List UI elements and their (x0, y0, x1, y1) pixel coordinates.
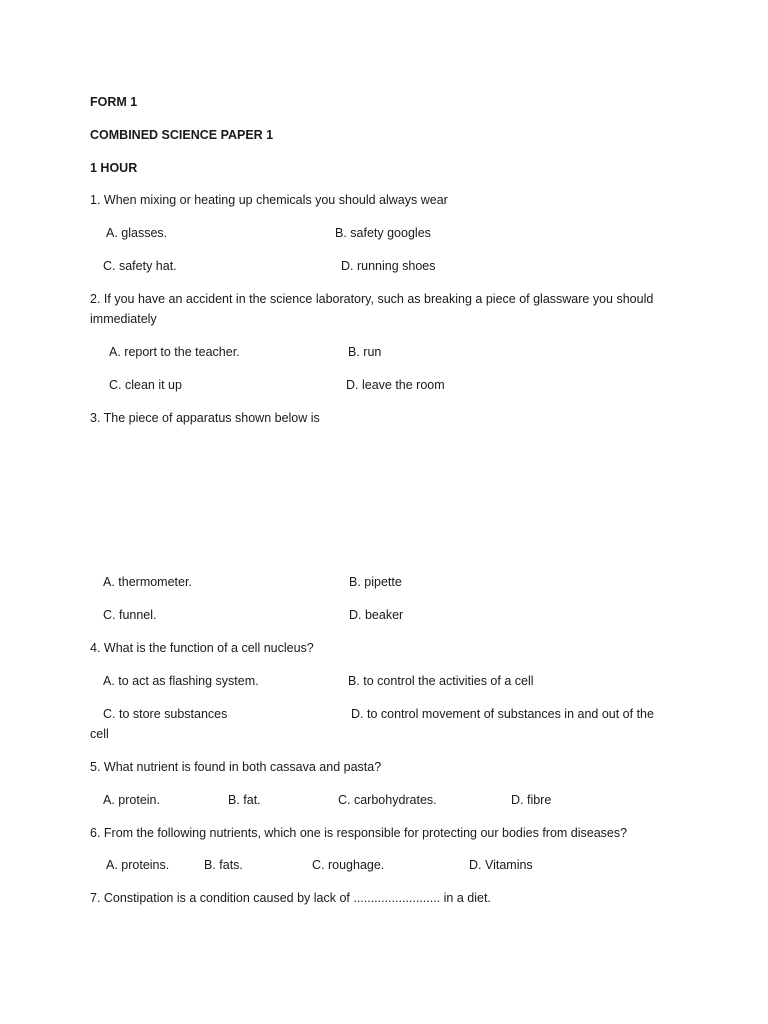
question-2-text-line-1: 2. If you have an accident in the science laboratory, such as breaking a piece of glassware you should (90, 292, 654, 306)
paper-title: COMBINED SCIENCE PAPER 1 (90, 128, 274, 142)
question-6-option-d: D. Vitamins (469, 858, 533, 872)
question-3-option-d: D. beaker (349, 608, 404, 622)
question-1-text: 1. When mixing or heating up chemicals you should always wear (90, 193, 448, 207)
question-2-option-a: A. report to the teacher. (109, 345, 240, 359)
question-6-text: 6. From the following nutrients, which one is responsible for protecting our bodies from diseases? (90, 826, 628, 840)
question-1-option-d: D. running shoes (341, 259, 436, 273)
question-4-option-b: B. to control the activities of a cell (348, 674, 534, 688)
question-5-option-c: C. carbohydrates. (338, 793, 437, 807)
question-4-option-a: A. to act as flashing system. (103, 674, 259, 688)
question-4-option-d-wrap: cell (90, 727, 109, 741)
question-6-option-c: C. roughage. (312, 858, 385, 872)
question-5-option-b: B. fat. (228, 793, 261, 807)
question-5-option-d: D. fibre (511, 793, 552, 807)
question-2-option-d: D. leave the room (346, 378, 445, 392)
question-1-option-c: C. safety hat. (103, 259, 177, 273)
question-1-option-b: B. safety googles (335, 226, 431, 240)
question-2-text-line-2: immediately (90, 312, 157, 326)
form-heading: FORM 1 (90, 95, 138, 109)
apparatus-figure-area (90, 432, 670, 562)
question-6-option-a: A. proteins. (106, 858, 170, 872)
question-2-option-c: C. clean it up (109, 378, 182, 392)
question-2-option-b: B. run (348, 345, 382, 359)
question-5-option-a: A. protein. (103, 793, 160, 807)
question-5-text: 5. What nutrient is found in both cassava and pasta? (90, 760, 382, 774)
question-3-text: 3. The piece of apparatus shown below is (90, 411, 320, 425)
question-3-option-a: A. thermometer. (103, 575, 192, 589)
question-4-option-c: C. to store substances (103, 707, 228, 721)
question-6-option-b: B. fats. (204, 858, 243, 872)
question-3-option-b: B. pipette (349, 575, 402, 589)
question-4-option-d: D. to control movement of substances in and out of the (351, 707, 654, 721)
question-4-text: 4. What is the function of a cell nucleus? (90, 641, 314, 655)
question-7-text: 7. Constipation is a condition caused by lack of ......................... in a diet. (90, 891, 491, 905)
duration-heading: 1 HOUR (90, 161, 138, 175)
question-3-option-c: C. funnel. (103, 608, 157, 622)
question-1-option-a: A. glasses. (106, 226, 168, 240)
